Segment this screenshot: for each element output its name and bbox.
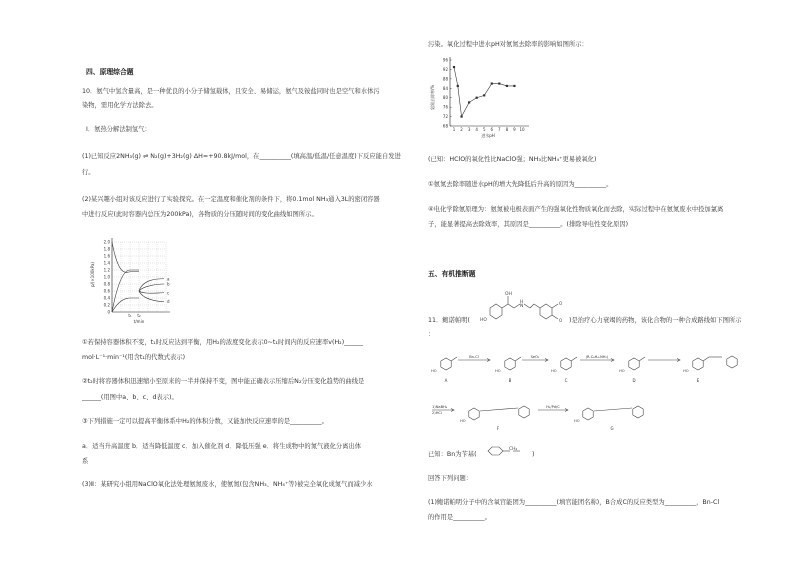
scheme-label: F [496, 426, 500, 431]
q11-line2: ： [428, 331, 435, 338]
right-top-line: 污染。氧化过程中进水pH对氨氮去除率的影响如图所示： [428, 41, 588, 48]
known-line: 已知：Bn为苄基( [428, 451, 477, 458]
ho-label: HO [683, 369, 689, 373]
benzyl-structure [482, 442, 534, 464]
y-tick-label: 0.2 [103, 302, 110, 308]
arrow-cd-label: (R-C₆H₄-NH₂) [585, 355, 609, 359]
scheme-label: A [444, 378, 448, 383]
y-tick-label: 1.6 [103, 253, 110, 259]
compound-f-chain [480, 408, 518, 411]
q11-line1-end: )是治疗心力衰竭的药物，该化合物的一种合成路线如下图所示 [569, 317, 742, 324]
q10-2-c-line1: ①若保持容器体积不变，t₁时反应达到平衡，用H₂的浓度变化表示0~t₁时间内的反应速率v(H₂)______ [82, 339, 364, 346]
compound-f-ring [469, 408, 479, 420]
x-tick-label: 6 [490, 127, 494, 132]
x-tick-label: t₂ [137, 313, 141, 318]
compound-d-ring [629, 358, 639, 370]
x-tick-label: 1 [452, 127, 456, 132]
answer-prompt: 回答下列问题： [428, 475, 473, 482]
bunaprolast-structure [476, 286, 570, 334]
y-tick-label: 1.0 [103, 274, 110, 280]
question-a: ①氨氮去除率随进水pH的增大先降低后升高的原因为__________。 [428, 181, 613, 188]
x-tick-label: 9 [513, 127, 516, 132]
y-tick-label: 0.4 [103, 295, 110, 301]
y-tick-label: 68 [442, 123, 448, 129]
x-tick-label: 5 [482, 127, 486, 132]
ho-label: HO [574, 419, 580, 423]
compound-a-ring [441, 358, 451, 370]
q10-part2-line: (3)Ⅱ：某研究小组用NaClO氧化法处理氨氮废水，使氨氮(包含NH₃、NH₄⁺等)被完全氧化成氮气而减少水 [82, 481, 373, 488]
q10-2-d-line1: ②t₂时将容器体积迅速缩小至原来的一半并保持不变，图中能正确表示压缩后N₂分压变化趋势的曲线是 [82, 378, 365, 385]
x-tick-label: 8 [505, 127, 509, 132]
y-tick-label: 88 [442, 76, 448, 82]
data-point [506, 85, 508, 87]
data-point [453, 66, 455, 68]
svg-text:O: O [559, 318, 563, 323]
data-point [498, 82, 500, 84]
data-point [513, 85, 515, 87]
question-b-line1: ④电化学除氨原理为：氨氮被电极表面产生的强氧化性物质氧化而去除，实际过程中在氨氮废水中投加氯离 [428, 206, 724, 213]
y-tick-label: 0 [107, 309, 110, 315]
data-point [476, 97, 478, 99]
ph-removal-chart [426, 54, 536, 150]
q10-2-line2: 中进行反应(此时容器内总压为200kPa)，各物质的分压随时间的变化曲线如图所示。 [82, 211, 318, 218]
arrow-ab-label: Bn-Cl [469, 355, 479, 359]
q10-options-line1: a．适当升高温度 b．适当降低温度 c．加入催化剂 d．降低压强 e．将生成物中的氮气液化分离出体 [82, 443, 362, 450]
data-point [468, 101, 470, 103]
compound-g-chain [594, 408, 632, 411]
x-tick-label: 10 [519, 127, 525, 132]
y-tick-label: 0.8 [103, 281, 110, 287]
svg-text:O: O [559, 301, 563, 306]
series-label: b [167, 281, 170, 287]
synthesis-scheme [428, 342, 768, 442]
q10-intro-line2: 染物，需用化学方法除去。 [82, 102, 158, 109]
removal-line [454, 67, 514, 117]
scheme-label: E [696, 378, 700, 383]
scheme-label: D [632, 378, 636, 383]
q11-1-line1: (1)鲍诺帕明分子中的含氧官能团为__________(填官能团名称)，B合成C的反应类型为__________，Bn-Cl [428, 499, 720, 506]
data-point [460, 115, 462, 117]
y-tick-label: 84 [442, 85, 448, 91]
arrow-fg-label: H₂/Pd/C [546, 405, 560, 409]
question-b-line2: 子，能显著提高去除效率，其原因是__________。(排除导电性变化原因) [428, 221, 629, 228]
q11-line1-start: 11．鲍诺帕明( [428, 317, 470, 324]
q10-2-d-line2: ______(用图中a、b、c、d表示)。 [82, 394, 178, 401]
compound-c-chain [571, 357, 577, 361]
y-tick-label: 92 [442, 66, 448, 72]
x-tick-label: 3 [467, 127, 471, 132]
q10-2-c-line2: mol·L⁻¹·min⁻¹(用含t₁的代数式表示) [82, 354, 186, 361]
y-tick-label: 1.4 [103, 260, 110, 266]
compound-e-ring [693, 358, 703, 370]
arrow-bc-label: SeO₂ [530, 355, 540, 359]
x-axis-label: 进水pH [481, 133, 495, 138]
compound-g-ring2 [633, 406, 643, 418]
data-point [491, 82, 493, 84]
svg-text:N: N [520, 304, 524, 309]
y-tick-label: 2.0 [103, 239, 110, 245]
compound-d-chain [639, 357, 645, 361]
info-line: (已知：HClO的氧化性比NaClO强；NH₃比NH₄⁺更易被氧化) [428, 156, 597, 163]
section-title-principles: 四、原理综合题 [86, 68, 134, 76]
branch-curve-a [139, 279, 164, 291]
ho-label: HO [495, 369, 501, 373]
y-tick-label: 0.6 [103, 288, 110, 294]
known-line-end: ) [532, 451, 535, 458]
compound-c-ring [561, 358, 571, 370]
y-tick-label: 80 [442, 95, 448, 101]
reagent-label: 1)NaBH₄ [432, 405, 448, 409]
compound-f-ring2 [519, 406, 529, 418]
branch-curve-c [139, 291, 164, 293]
y-tick-label: 1.2 [103, 267, 110, 273]
ho-label: HO [619, 369, 625, 373]
svg-text:CH₂: CH₂ [509, 447, 518, 452]
ho-label: HO [480, 318, 487, 323]
y-tick-label: 1.8 [103, 246, 110, 252]
compound-a-chain [451, 357, 457, 361]
x-tick-label: 2 [460, 127, 463, 132]
scheme-label: B [508, 378, 512, 383]
nh-label: H [520, 300, 524, 305]
q10-2-e-line: ③下列措施一定可以提高平衡体系中H₂的体积分数，又能加快反应速率的是__________。 [82, 418, 328, 425]
y-tick-label: 96 [442, 57, 448, 63]
y-axis-label: 氨氮去除率/% [430, 84, 435, 110]
x-axis-label: t/min [133, 319, 145, 324]
q11-1-line2: 的作用是__________。 [428, 514, 491, 521]
nh3-curve [112, 242, 139, 272]
pressure-chart [84, 234, 180, 330]
ho-label: HO [551, 369, 557, 373]
q10-2-line1: (2)某兴趣小组对该反应进行了实验探究。在一定温度和催化剂的条件下，将0.1mol NH₃通入3L的密闭容器 [82, 196, 380, 203]
compound-g-ring [583, 408, 593, 420]
y-tick-label: 76 [442, 104, 448, 110]
ho-label: HO [460, 419, 466, 423]
scheme-label: C [564, 378, 568, 383]
compound-b-ring [505, 358, 515, 370]
oh-label: OH [505, 292, 512, 297]
series-label: d [167, 299, 170, 304]
data-point [457, 85, 459, 87]
section-title-organic: 五、有机推断题 [428, 270, 476, 278]
y-axis-label: p/(×100kPa) [90, 262, 95, 287]
q10-intro-line1: 10．氨气中氢含量高，是一种优良的小分子储氢载体，且安全、易储运，氨气及铵盐同时也是空气和水体污 [82, 88, 380, 95]
data-point [483, 94, 485, 96]
compound-e-ring2 [727, 356, 737, 368]
x-tick-label: 7 [498, 127, 501, 132]
q10-options-line2: 系 [82, 458, 89, 465]
series-label: c [167, 290, 170, 296]
reagent-label: 2)HCl [432, 411, 442, 415]
q10-1-line1: (1)已知反应2NH₃(g) ⇌ N₂(g)+3H₂(g) ΔH=+90.8kJ/mol，在__________(填高温/低温/任意温度)下反应能自发进 [82, 153, 401, 160]
ho-label: HO [431, 369, 437, 373]
compound-b-chain [515, 357, 521, 361]
y-tick-label: 72 [442, 114, 448, 120]
compound-e-chain [703, 357, 709, 361]
x-tick-label: 4 [475, 127, 478, 132]
q10-part1-heading: Ⅰ．氨热分解法制氢气： [86, 126, 151, 133]
q10-1-line2: 行。 [82, 169, 95, 176]
series-label: a [167, 276, 170, 282]
x-tick-label: t₁ [128, 313, 132, 318]
scheme-label: G [610, 426, 614, 431]
